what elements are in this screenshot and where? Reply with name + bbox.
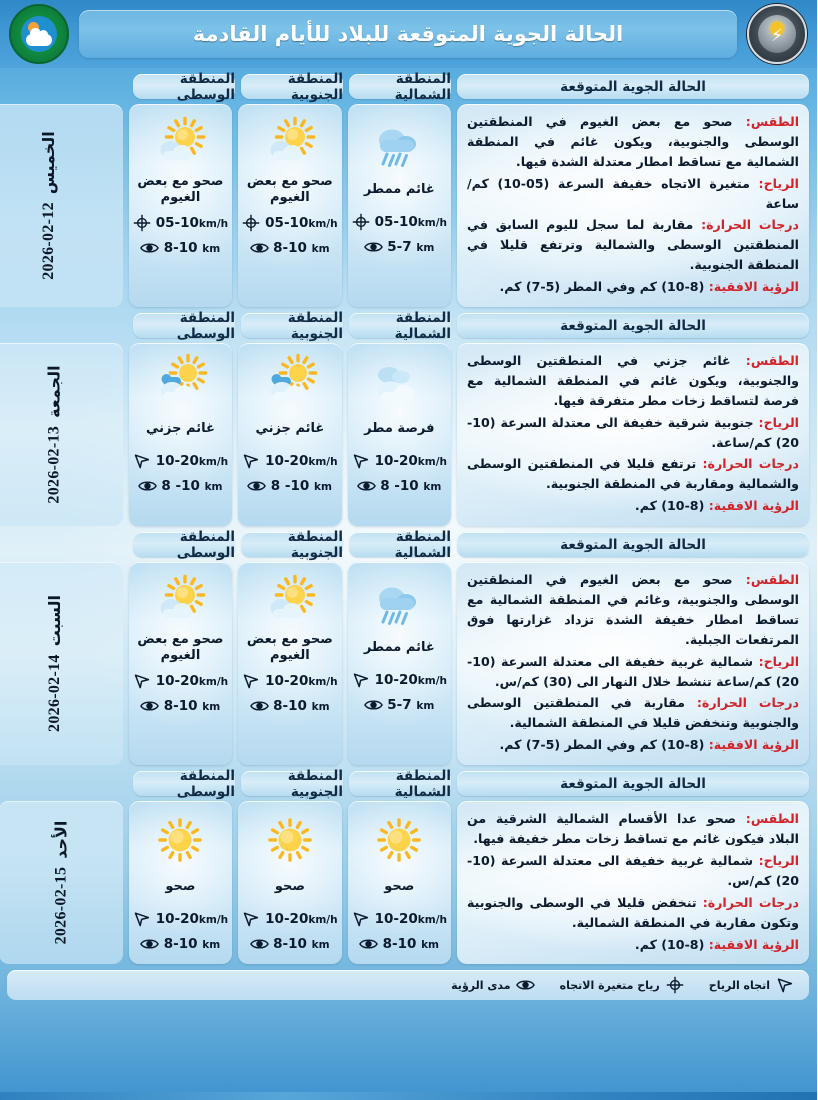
wind-direction-arrow-icon [134, 452, 152, 470]
weather-line-text: صحو عدا الأقسام الشمالية الشرقية من البلاد فيكون غائم مع تساقط زخات مطر خفيفة فيها. [468, 811, 800, 847]
column-header-description: الحالة الجوية المتوقعة [458, 771, 810, 796]
temperature-line [468, 215, 800, 275]
visibility-line-label: الرؤية الافقية: [709, 737, 800, 753]
legend-item-label: مدى الرؤية [452, 978, 512, 992]
forecast-day-block [8, 767, 810, 964]
region-condition-label: غائم ممطر [364, 640, 436, 656]
forecast-description-card [458, 562, 810, 765]
wind-metric [353, 452, 448, 470]
visibility-line [468, 277, 800, 297]
date-label [40, 131, 59, 280]
column-header-date [84, 771, 128, 796]
visibility-eye-icon [365, 238, 383, 256]
forecast-day-block [8, 528, 810, 765]
column-header-central: المنطقة الوسطى [134, 313, 236, 338]
visibility-metric [353, 935, 448, 953]
column-header-description: الحالة الجوية المتوقعة [458, 532, 810, 557]
column-header-southern: المنطقة الجنوبية [242, 313, 344, 338]
date-card [0, 801, 124, 964]
column-header-description: الحالة الجوية المتوقعة [458, 313, 810, 338]
weather-line-text: صحو مع بعض الغيوم في المنطقتين الوسطى والجنوبية، ويكون غائم في المنطقة الشمالية مع تساقط امطار معتدلة الشدة فيها. [468, 114, 800, 169]
region-condition-label: فرصة مطر [365, 420, 436, 436]
column-header-southern: المنطقة الجنوبية [242, 74, 344, 99]
sunny-icon [255, 811, 327, 869]
region-condition-label: صحو [166, 879, 197, 895]
legend-item [561, 977, 684, 993]
forecast-day-block [8, 104, 810, 307]
column-header-central: المنطقة الوسطى [134, 771, 236, 796]
wind-metric [243, 910, 338, 928]
forecast-day-row [8, 801, 810, 964]
wind-line [468, 652, 800, 692]
weather-line-label: الطقس: [746, 572, 801, 588]
visibility-value: 8 -10 km [271, 478, 333, 495]
wind-speed-value: 10-20km/h [156, 672, 230, 689]
visibility-line [468, 935, 800, 955]
visibility-metric [243, 935, 338, 953]
forecast-day-row [8, 562, 810, 765]
weather-line-text: صحو مع بعض الغيوم في المنطقتين الوسطى والجنوبية، وغائم في المنطقة الشمالية مع تساقط امطار خفيفة الشدة تزداد غزارتها فوق المرتفعات الجبلية. [468, 572, 800, 647]
visibility-eye-icon [519, 977, 535, 993]
visibility-value: 8-10 km [274, 239, 331, 256]
wind-metric [353, 213, 448, 231]
variable-wind-compass-icon [243, 214, 261, 232]
visibility-eye-icon [361, 935, 379, 953]
region-card-northern [349, 104, 452, 307]
wind-metric [243, 452, 338, 470]
region-card-central [130, 343, 233, 526]
visibility-value: 8-10 km [383, 936, 440, 953]
region-card-southern [239, 562, 342, 765]
visibility-metric [134, 239, 229, 257]
region-condition-label: غائم جزني [256, 420, 326, 436]
column-header-row [8, 528, 810, 561]
sun-lightning-seal-icon: ⚡ [748, 4, 808, 64]
visibility-metric [243, 477, 338, 495]
visibility-line-text: (8-10) كم وفي المطر (5-7) كم. [500, 279, 706, 295]
temperature-line-text: مقاربة لما سجل لليوم السابق في المنطقتين الوسطى والشمالية وترتفع قليلا في المنطقة الجنوبية. [468, 217, 800, 273]
visibility-line-text: (8-10) كم وفي المطر (5-7) كم. [500, 737, 706, 753]
region-card-southern [239, 343, 342, 526]
forecast-day-block [8, 309, 810, 526]
wind-line [468, 413, 800, 453]
column-header-row [8, 767, 810, 800]
region-card-southern [239, 801, 342, 964]
wind-direction-arrow-icon [134, 672, 152, 690]
temperature-line [468, 454, 800, 494]
wind-metric [134, 214, 229, 232]
variable-wind-compass-icon [134, 214, 152, 232]
visibility-value: 5-7 km [388, 697, 436, 714]
temperature-line-text: ترتفع قليلا في المنطقتين الوسطى والشمالية ومقاربة في المنطقة الجنوبية. [468, 456, 800, 492]
region-card-central [130, 562, 233, 765]
visibility-metric [134, 477, 229, 495]
wind-line-text: شمالية غربية خفيفة الى معتدلة السرعة (10-20) كم/س. [468, 852, 800, 888]
wind-metric [134, 672, 229, 690]
forecast-day-row [8, 343, 810, 526]
date-card [0, 343, 124, 526]
region-card-northern [349, 562, 452, 765]
column-header-date [84, 74, 128, 99]
wind-direction-arrow-icon [353, 452, 371, 470]
column-header-southern: المنطقة الجنوبية [242, 771, 344, 796]
column-header-row [8, 70, 810, 103]
page-title-text: الحالة الجوية المتوقعة للبلاد للأيام القادمة [193, 22, 625, 46]
temperature-line-label: درجات الحرارة: [702, 217, 800, 233]
wind-speed-value: 05-10km/h [156, 214, 230, 231]
visibility-line-label: الرؤية الافقية: [709, 279, 800, 295]
column-header-northern: المنطقة الشمالية [350, 771, 452, 796]
day-date: 2026-02-12 [40, 202, 58, 280]
partly-cloudy-icon [255, 353, 327, 411]
wind-direction-arrow-icon [778, 977, 794, 993]
wind-direction-arrow-icon [134, 910, 152, 928]
wind-speed-value: 10-20km/h [375, 672, 448, 689]
region-card-central [130, 801, 233, 964]
sun-cloud-green-badge-icon [10, 4, 70, 64]
visibility-eye-icon [251, 239, 269, 257]
wind-line-label: الرياح: [759, 852, 801, 868]
visibility-line [468, 735, 800, 755]
day-name: الجمعة [45, 365, 65, 418]
visibility-value: 8-10 km [164, 239, 222, 256]
visibility-eye-icon [139, 477, 157, 495]
column-header-central: المنطقة الوسطى [134, 532, 236, 557]
forecast-day-list [8, 104, 810, 964]
forecast-description-card [458, 343, 810, 526]
sun-behind-cloud-icon [255, 572, 327, 630]
forecast-description-card [458, 104, 810, 307]
forecast-description-card [458, 801, 810, 964]
visibility-metric [134, 935, 229, 953]
visibility-line-text: (8-10) كم. [635, 498, 706, 514]
wind-metric [134, 910, 229, 928]
column-header-southern: المنطقة الجنوبية [242, 532, 344, 557]
legend-item-label: اتجاه الرياح [709, 978, 771, 992]
region-condition-label: صحو مع بعض الغيوم [247, 632, 334, 664]
visibility-value: 8-10 km [164, 936, 222, 953]
region-condition-label: صحو [385, 879, 416, 895]
date-card [0, 104, 124, 307]
day-date: 2026-02-13 [45, 425, 63, 504]
wind-line-label: الرياح: [759, 414, 800, 430]
page-title [80, 10, 738, 58]
visibility-metric [353, 696, 448, 714]
temperature-line [468, 693, 800, 733]
visibility-line-label: الرؤية الافقية: [709, 936, 800, 952]
wind-metric [353, 671, 448, 689]
forecast-day-row [8, 104, 810, 307]
region-condition-label: غائم ممطر [364, 181, 436, 197]
wind-metric [134, 452, 229, 470]
wind-line-text: شمالية غربية خفيفة الى معتدلة السرعة (10-20) كم/ساعة تنشط خلال النهار الى (30) كم/س. [468, 653, 800, 689]
cloudy-icon [364, 353, 436, 411]
wind-line-label: الرياح: [759, 175, 800, 191]
visibility-eye-icon [251, 935, 269, 953]
visibility-eye-icon [142, 239, 160, 257]
sun-behind-cloud-icon [255, 114, 327, 172]
variable-wind-compass-icon [353, 213, 371, 231]
wind-line [468, 174, 800, 214]
legend-bar [8, 970, 810, 1000]
date-label [52, 821, 71, 945]
region-card-northern [349, 343, 452, 526]
weather-line [468, 570, 800, 650]
temperature-line-label: درجات الحرارة: [697, 695, 800, 711]
weather-line-text: غائم جزني في المنطقتين الوسطى والجنوبية، ويكون غائم في المنطقة الشمالية مع فرصة لتساقط زخات مطر متفرقة فيها. [468, 353, 800, 408]
weather-line [468, 809, 800, 849]
weather-line [468, 112, 800, 172]
legend-item-label: رياح متغيرة الاتجاه [560, 978, 661, 992]
wind-speed-value: 10-20km/h [375, 453, 448, 470]
date-label [45, 366, 64, 504]
region-card-northern [349, 801, 452, 964]
temperature-line-text: مقاربة في المنطقتين الوسطى والجنوبية وتنخفض قليلا في المنطقة الشمالية. [468, 695, 800, 731]
visibility-line-text: (8-10) كم. [635, 936, 706, 952]
column-header-northern: المنطقة الشمالية [350, 532, 452, 557]
wind-direction-arrow-icon [353, 671, 371, 689]
day-name: الأحد [52, 820, 72, 860]
wind-line [468, 851, 800, 891]
column-header-description: الحالة الجوية المتوقعة [458, 74, 810, 99]
wind-direction-arrow-icon [243, 672, 261, 690]
date-label [46, 595, 65, 732]
column-header-central: المنطقة الوسطى [134, 74, 236, 99]
visibility-value: 8-10 km [274, 936, 331, 953]
partly-cloudy-icon [145, 353, 217, 411]
wind-speed-value: 10-20km/h [266, 911, 339, 928]
legend-item [710, 977, 794, 993]
visibility-line [468, 496, 800, 516]
weather-line-label: الطقس: [746, 353, 800, 369]
wind-speed-value: 10-20km/h [266, 453, 339, 470]
wind-direction-arrow-icon [243, 910, 261, 928]
visibility-value: 8 -10 km [381, 478, 443, 495]
column-header-northern: المنطقة الشمالية [350, 313, 452, 338]
sunny-icon [145, 811, 217, 869]
region-condition-label: صحو مع بعض الغيوم [138, 632, 225, 664]
region-condition-label: صحو مع بعض الغيوم [138, 174, 225, 206]
wind-line-text: جنوبية شرقية خفيفة الى معتدلة السرعة (10-20) كم/ساعة. [468, 414, 800, 450]
region-card-southern [239, 104, 342, 307]
visibility-metric [243, 697, 338, 715]
wind-speed-value: 05-10km/h [375, 214, 448, 230]
column-header-date [84, 313, 128, 338]
weather-line [468, 351, 800, 411]
column-header-northern: المنطقة الشمالية [350, 74, 452, 99]
wind-metric [243, 672, 338, 690]
visibility-eye-icon [249, 477, 267, 495]
visibility-value: 8 -10 km [162, 478, 224, 495]
visibility-metric [134, 697, 229, 715]
visibility-metric [353, 477, 448, 495]
visibility-metric [243, 239, 338, 257]
sun-behind-cloud-icon [145, 572, 217, 630]
wind-speed-value: 10-20km/h [156, 911, 230, 928]
visibility-value: 8-10 km [164, 697, 222, 714]
wind-metric [243, 214, 338, 232]
wind-speed-value: 10-20km/h [266, 672, 339, 689]
visibility-value: 5-7 km [388, 239, 436, 255]
visibility-value: 8-10 km [274, 697, 331, 714]
sun-behind-cloud-icon [145, 114, 217, 172]
weather-line-label: الطقس: [746, 114, 801, 129]
day-name: الخميس [39, 131, 59, 195]
legend-item [452, 977, 534, 993]
forecast-body [0, 68, 818, 964]
region-condition-label: صحو مع بعض الغيوم [247, 174, 334, 206]
weather-line-label: الطقس: [746, 811, 800, 827]
visibility-eye-icon [251, 697, 269, 715]
day-name: السبت [45, 595, 65, 647]
wind-metric [353, 910, 448, 928]
region-condition-label: صحو [275, 879, 306, 895]
wind-line-text: متغيرة الاتجاه خفيفة السرعة (05-10) كم/ساعة [468, 175, 800, 211]
column-header-date [84, 532, 128, 557]
date-card [0, 562, 124, 765]
rain-cloud-icon [364, 114, 436, 172]
wind-direction-arrow-icon [243, 452, 261, 470]
region-card-central [130, 104, 233, 307]
wind-line-label: الرياح: [759, 653, 801, 669]
wind-speed-value: 05-10km/h [266, 214, 339, 231]
temperature-line [468, 893, 800, 933]
variable-wind-compass-icon [668, 977, 684, 993]
temperature-line-label: درجات الحرارة: [703, 456, 800, 472]
wind-direction-arrow-icon [353, 910, 371, 928]
temperature-line-text: تنخفض قليلا في الوسطى والجنوبية وتكون مقاربة في المنطقة الشمالية. [468, 894, 800, 930]
visibility-eye-icon [365, 696, 383, 714]
sunny-icon [364, 811, 436, 869]
poster-header [0, 0, 818, 68]
visibility-eye-icon [142, 697, 160, 715]
temperature-line-label: درجات الحرارة: [703, 894, 800, 910]
column-header-row [8, 309, 810, 342]
visibility-eye-icon [142, 935, 160, 953]
visibility-eye-icon [358, 477, 376, 495]
visibility-metric [353, 238, 448, 256]
region-condition-label: غائم جزني [147, 420, 216, 436]
day-date: 2026-02-14 [46, 654, 64, 733]
wind-speed-value: 10-20km/h [375, 911, 448, 928]
rain-cloud-icon [364, 572, 436, 630]
day-date: 2026-02-15 [52, 867, 70, 945]
wind-speed-value: 10-20km/h [156, 453, 230, 470]
visibility-line-label: الرؤية الافقية: [709, 498, 800, 514]
